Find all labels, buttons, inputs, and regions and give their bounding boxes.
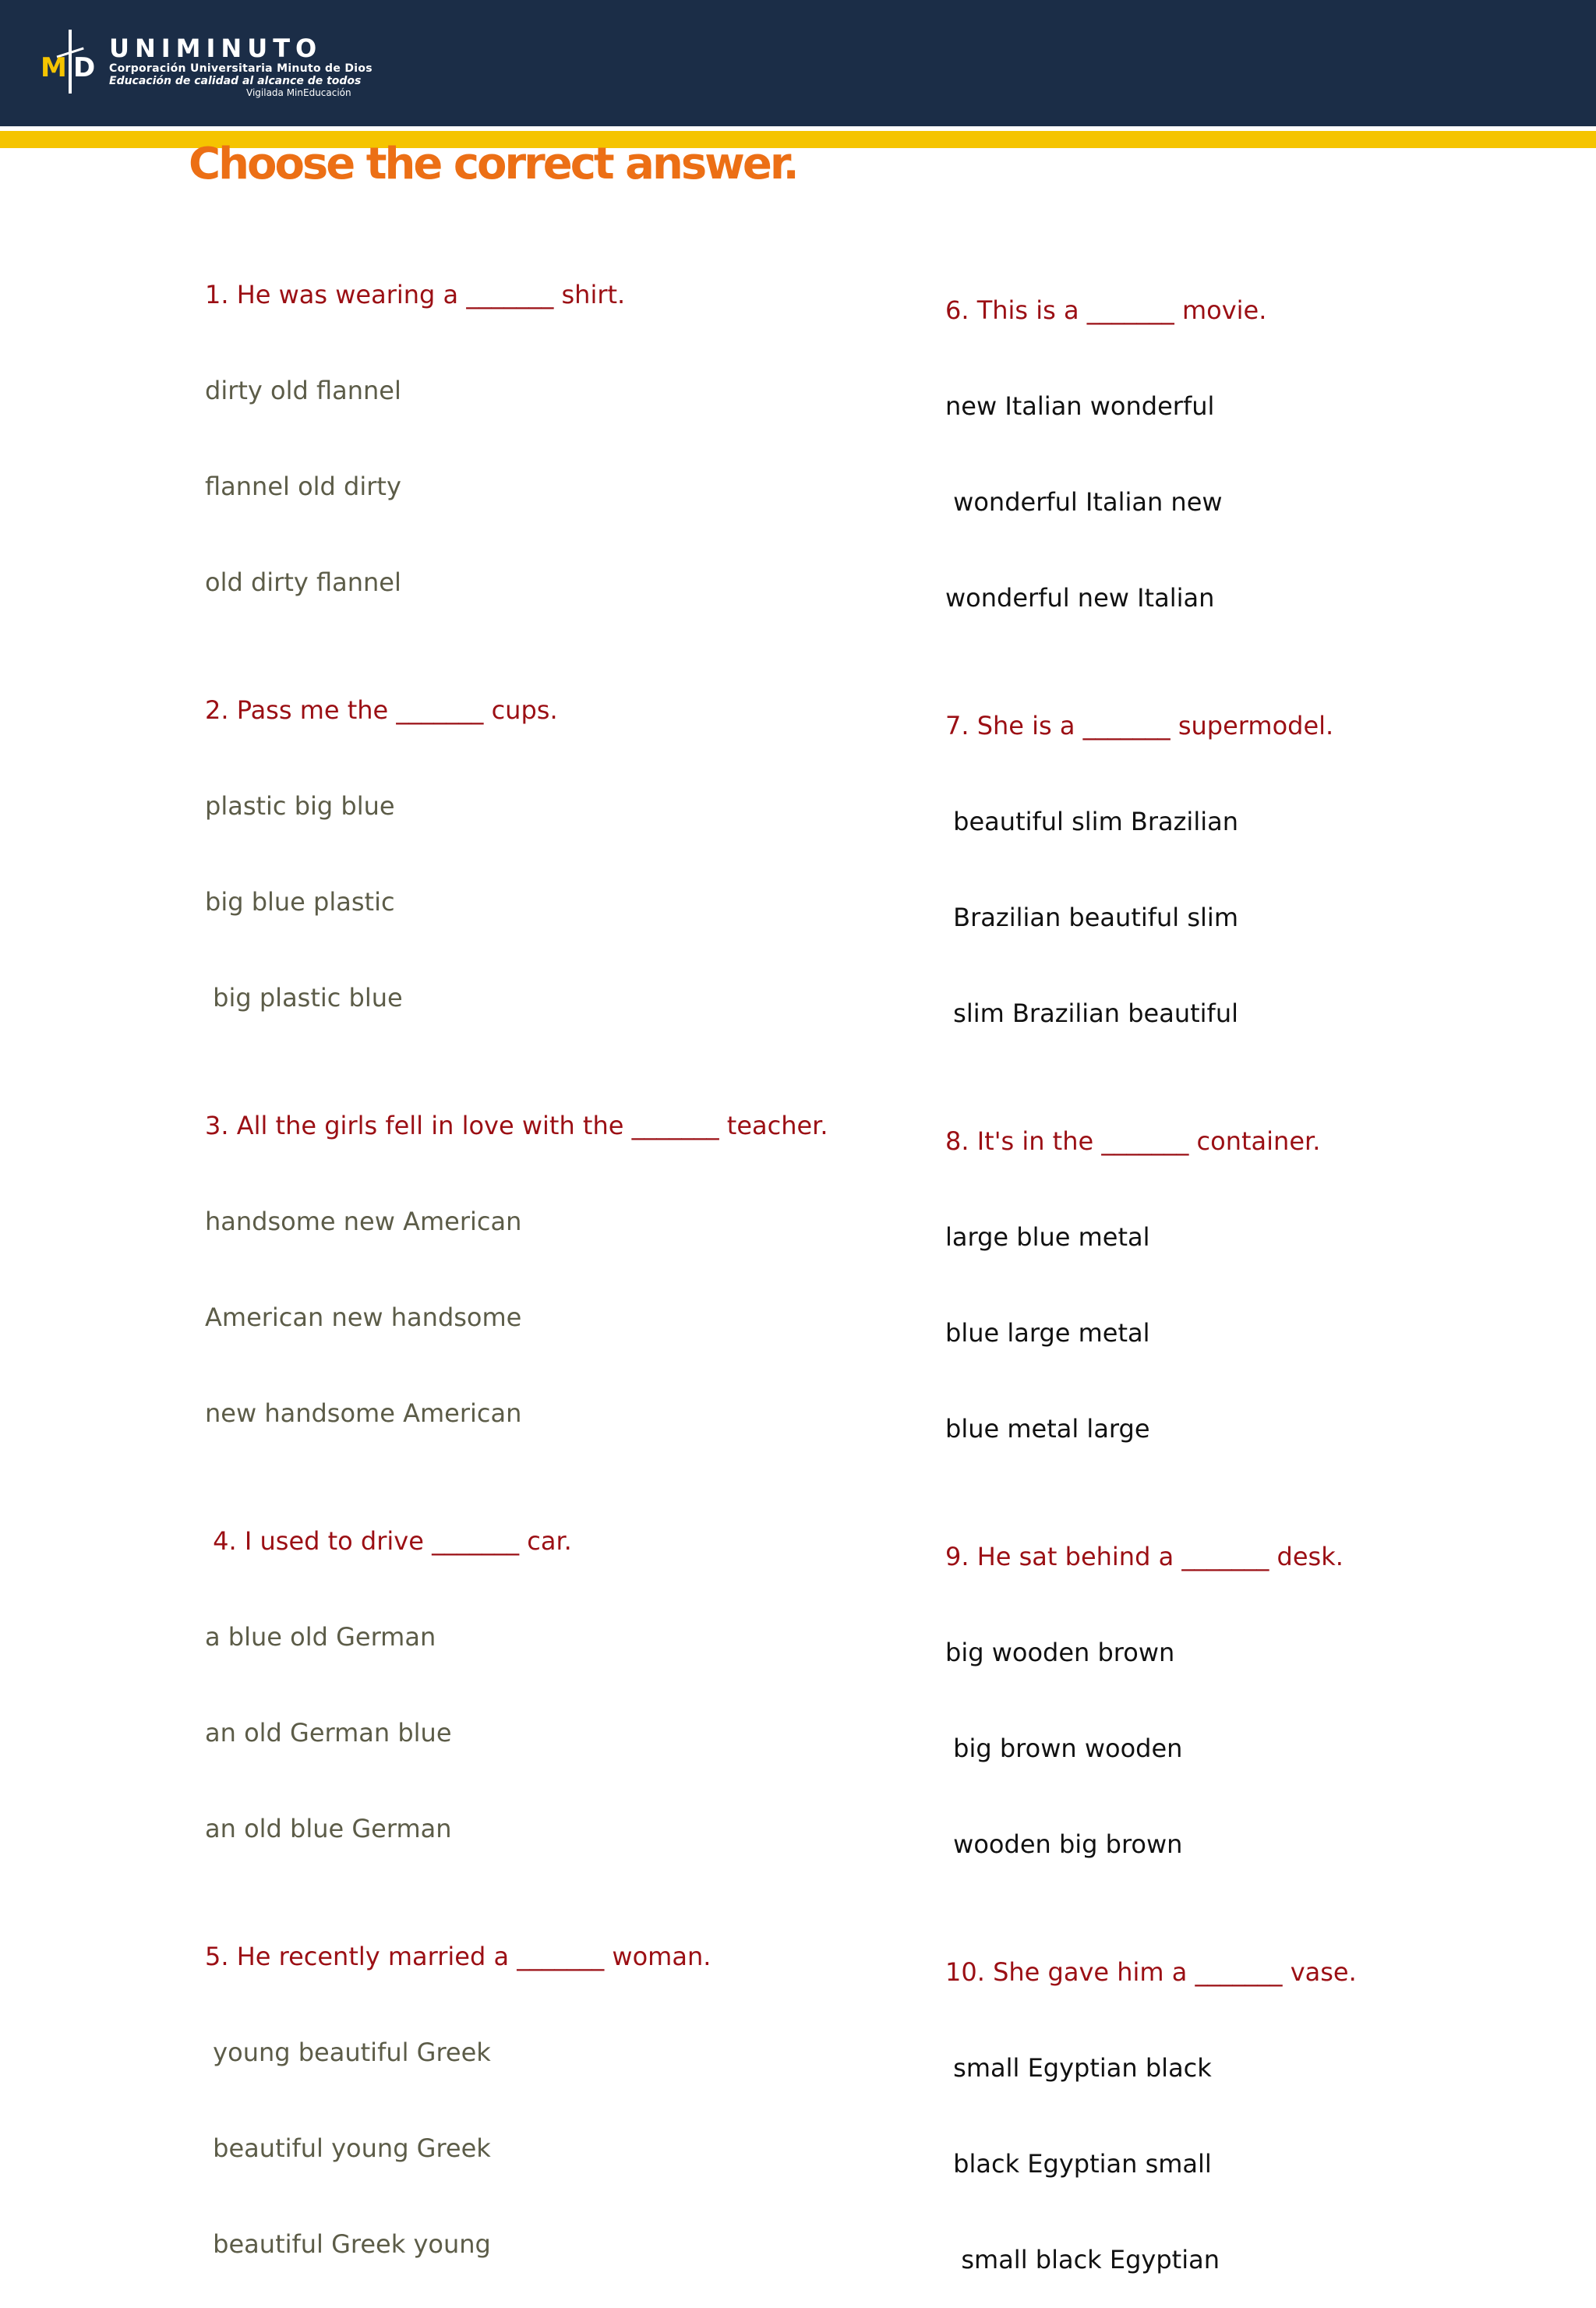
option-7c: slim Brazilian beautiful bbox=[945, 998, 1238, 1028]
question-10: 10. She gave him a _______ vase. bbox=[945, 1957, 1357, 1987]
uniminuto-md-emblem-icon bbox=[41, 28, 104, 95]
uniminuto-logo bbox=[41, 28, 430, 98]
header-bar bbox=[0, 0, 1596, 126]
option-2b: big blue plastic bbox=[205, 887, 395, 917]
option-7b: Brazilian beautiful slim bbox=[945, 903, 1238, 932]
option-9b: big brown wooden bbox=[945, 1734, 1183, 1763]
option-1c: old dirty flannel bbox=[205, 567, 401, 597]
question-5: 5. He recently married a _______ woman. bbox=[205, 1942, 711, 1971]
option-3c: new handsome American bbox=[205, 1398, 522, 1428]
logo-tagline-3: Vigilada MinEducación bbox=[246, 87, 351, 98]
option-6c: wonderful new Italian bbox=[945, 583, 1215, 613]
logo-tagline-1: Corporación Universitaria Minuto de Dios bbox=[109, 62, 373, 75]
option-5a: young beautiful Greek bbox=[205, 2038, 491, 2067]
logo-name: UNIMINUTO bbox=[109, 34, 323, 63]
question-6: 6. This is a _______ movie. bbox=[945, 295, 1267, 325]
question-9: 9. He sat behind a _______ desk. bbox=[945, 1542, 1344, 1571]
option-6a: new Italian wonderful bbox=[945, 391, 1215, 421]
option-10a: small Egyptian black bbox=[945, 2053, 1212, 2083]
option-1b: flannel old dirty bbox=[205, 472, 401, 501]
option-10b: black Egyptian small bbox=[945, 2149, 1212, 2179]
option-9a: big wooden brown bbox=[945, 1638, 1175, 1667]
logo-tagline-2: Educación de calidad al alcance de todos bbox=[109, 75, 362, 87]
question-2: 2. Pass me the _______ cups. bbox=[205, 695, 558, 725]
question-8: 8. It's in the _______ container. bbox=[945, 1126, 1321, 1156]
svg-text:D: D bbox=[73, 52, 96, 83]
option-1a: dirty old flannel bbox=[205, 376, 401, 405]
option-3b: American new handsome bbox=[205, 1302, 522, 1332]
question-7: 7. She is a _______ supermodel. bbox=[945, 711, 1334, 740]
option-4a: a blue old German bbox=[205, 1622, 436, 1652]
option-4b: an old German blue bbox=[205, 1718, 452, 1748]
option-7a: beautiful slim Brazilian bbox=[945, 807, 1238, 836]
option-4c: an old blue German bbox=[205, 1814, 452, 1843]
page-title: Choose the correct answer. bbox=[189, 139, 797, 189]
option-8b: blue large metal bbox=[945, 1318, 1150, 1348]
option-2c: big plastic blue bbox=[205, 983, 403, 1013]
question-1: 1. He was wearing a _______ shirt. bbox=[205, 280, 626, 309]
option-6b: wonderful Italian new bbox=[945, 487, 1223, 517]
option-5b: beautiful young Greek bbox=[205, 2133, 491, 2163]
option-9c: wooden big brown bbox=[945, 1829, 1183, 1859]
svg-text:M: M bbox=[41, 52, 67, 83]
option-8c: blue metal large bbox=[945, 1414, 1150, 1444]
option-8a: large blue metal bbox=[945, 1222, 1150, 1252]
option-2a: plastic big blue bbox=[205, 791, 395, 821]
option-3a: handsome new American bbox=[205, 1207, 522, 1236]
question-3: 3. All the girls fell in love with the _______ teacher. bbox=[205, 1111, 828, 1140]
question-4: 4. I used to drive _______ car. bbox=[205, 1526, 572, 1556]
left-question-column bbox=[205, 215, 828, 2292]
option-10c: small black Egyptian bbox=[945, 2245, 1220, 2274]
option-5c: beautiful Greek young bbox=[205, 2229, 491, 2259]
right-question-column bbox=[945, 231, 1357, 2308]
